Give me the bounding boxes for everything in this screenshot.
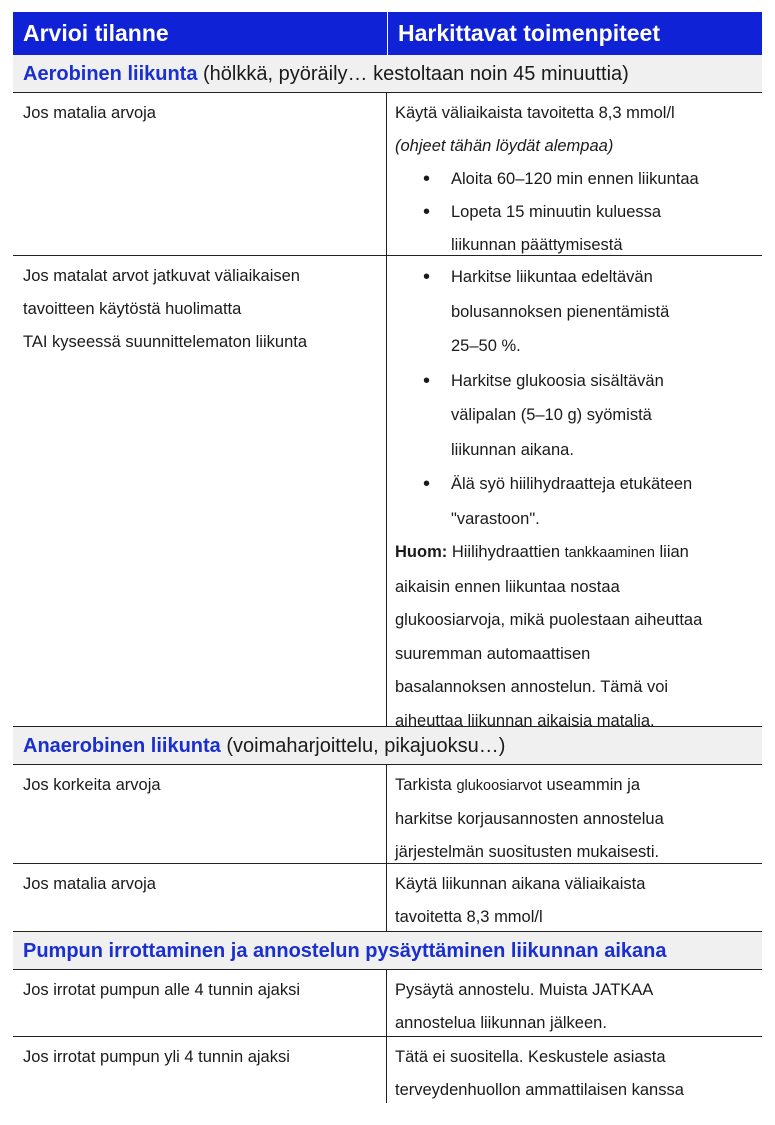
- section-aerobic-title: Aerobinen liikunta: [23, 63, 198, 85]
- section-pump: Pumpun irrottaminen ja annostelun pysäyttäminen liikunnan aikana: [13, 932, 762, 970]
- table-row: [13, 970, 762, 1037]
- row-condition: Jos matalia arvoja: [13, 93, 387, 255]
- section-anaerobic-subtitle: (voimaharjoittelu, pikajuoksu…): [220, 735, 506, 757]
- bullet-list: [395, 163, 754, 262]
- section-aerobic: [13, 55, 762, 93]
- row-condition: Jos irrotat pumpun yli 4 tunnin ajaksi: [13, 1037, 387, 1103]
- list-item: • Aloita 60–120 min ennen liikuntaa: [395, 163, 754, 196]
- list-item: • Harkitse liikuntaa edeltävän bolusannoksen pienentämistä 25–50 %.: [395, 260, 754, 364]
- row-action: Tarkista glukoosiarvot useammin ja harkitse korjausannosten annostelua järjestelmän suositusten mukaisesti.: [395, 776, 664, 861]
- row-condition: Jos matalia arvoja: [13, 864, 387, 931]
- bullet-list: [395, 260, 754, 536]
- table-row: [13, 864, 762, 932]
- row-action: Käytä liikunnan aikana väliaikaista tavoitetta 8,3 mmol/l: [395, 875, 646, 926]
- row-action: Käytä väliaikaista tavoitetta 8,3 mmol/l (ohjeet tähän löydät alempaa) • Aloita 60–120 min ennen liikuntaa • Lopeta 15 minuutin kuluessa liikunnan päättymisestä: [387, 93, 762, 255]
- header-assess: Arvioi tilanne: [13, 12, 388, 55]
- table-row: [13, 1037, 762, 1103]
- row-action: [387, 256, 762, 730]
- table-row: [13, 765, 762, 864]
- row-action: Pysäytä annostelu. Muista JATKAA annostelua liikunnan jälkeen.: [395, 981, 654, 1032]
- row-condition: Jos korkeita arvoja: [13, 765, 387, 863]
- list-item: • Lopeta 15 minuutin kuluessa liikunnan päättymisestä: [395, 196, 754, 262]
- table-row: [13, 93, 762, 256]
- section-aerobic-subtitle: (hölkkä, pyöräily… kestoltaan noin 45 minuuttia): [197, 63, 629, 85]
- list-item: • Harkitse glukoosia sisältävän välipalan (5–10 g) syömistä liikunnan aikana.: [395, 364, 754, 468]
- header-actions: Harkittavat toimenpiteet: [398, 20, 661, 46]
- row-action: Tätä ei suositella. Keskustele asiasta terveydenhuollon ammattilaisen kanssa: [395, 1048, 684, 1099]
- note-label: Huom:: [395, 543, 448, 561]
- exercise-guidance-table: [13, 12, 762, 1103]
- table-header: [13, 12, 762, 55]
- list-item: • Älä syö hiilihydraatteja etukäteen "varastoon".: [395, 467, 754, 536]
- row-condition: Jos matalat arvot jatkuvat väliaikaisen tavoitteen käytöstä huolimatta TAI kyseessä suunnittelematon liikunta: [13, 256, 387, 726]
- note: Huom: Hiilihydraattien tankkaaminen liian aikaisin ennen liikuntaa nostaa glukoosiarvoja, mikä puolestaan aiheuttaa suuremman automaattisen basalannoksen annostelun. Tämä voi aiheuttaa liikunnan aikaisia matalia.: [395, 543, 703, 730]
- section-anaerobic-title: Anaerobinen liikunta: [23, 735, 221, 757]
- table-row: [13, 256, 762, 730]
- row-condition: Jos irrotat pumpun alle 4 tunnin ajaksi: [13, 970, 387, 1036]
